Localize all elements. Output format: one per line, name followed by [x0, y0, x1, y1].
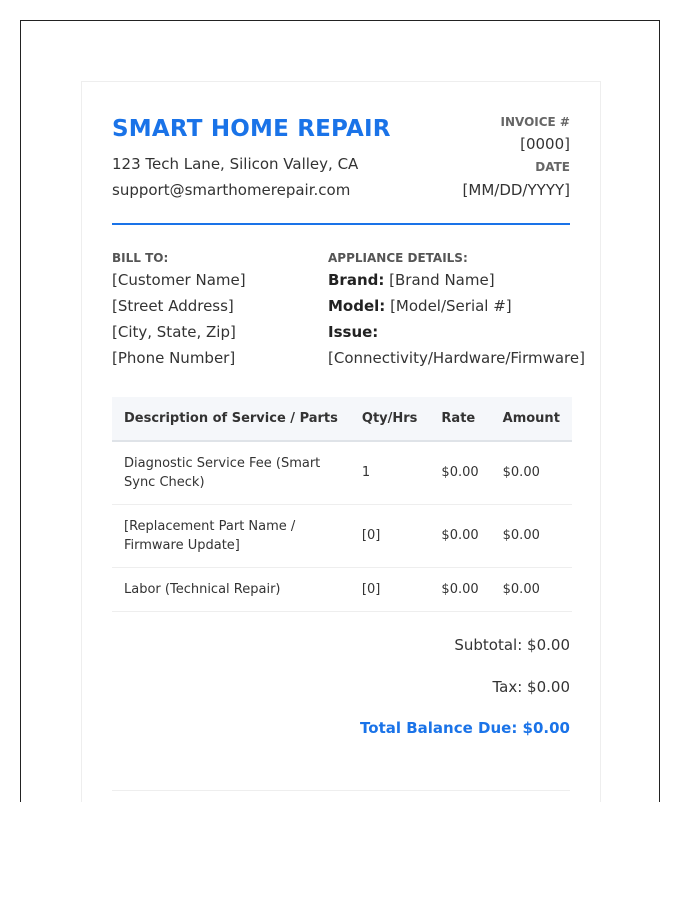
document-frame [20, 20, 660, 802]
footer-divider [112, 790, 570, 791]
invoice-number-label: INVOICE # [500, 115, 570, 129]
customer-name: [Customer Name] [112, 271, 246, 289]
issue-line [328, 319, 585, 345]
row-rate: $0.00 [429, 441, 490, 504]
company-email: support@smarthomerepair.com [112, 181, 351, 199]
row-amount: $0.00 [491, 567, 572, 611]
model-label: Model: [328, 297, 386, 315]
model-line [328, 293, 585, 319]
model-value: [Model/Serial #] [390, 297, 512, 315]
table-row [112, 504, 572, 567]
bill-to-heading: BILL TO: [112, 251, 169, 265]
appliance-details-block [328, 249, 585, 371]
line-items-table [112, 397, 572, 612]
company-name: SMART HOME REPAIR [112, 116, 391, 142]
invoice-date-value: [MM/DD/YYYY] [462, 181, 570, 199]
invoice-date-label: DATE [535, 160, 570, 174]
brand-value: [Brand Name] [389, 271, 495, 289]
row-qty: 1 [350, 441, 430, 504]
issue-label: Issue: [328, 323, 379, 341]
phone-number: [Phone Number] [112, 349, 236, 367]
city-state-zip: [City, State, Zip] [112, 323, 236, 341]
appliance-heading: APPLIANCE DETAILS: [328, 251, 468, 265]
row-qty: [0] [350, 567, 430, 611]
street-address: [Street Address] [112, 297, 234, 315]
brand-label: Brand: [328, 271, 385, 289]
row-amount: $0.00 [491, 504, 572, 567]
subtotal: Subtotal: $0.00 [454, 635, 570, 654]
row-qty: [0] [350, 504, 430, 567]
header-description: Description of Service / Parts [124, 411, 338, 426]
company-address: 123 Tech Lane, Silicon Valley, CA [112, 155, 359, 173]
header-amount: Amount [502, 411, 560, 426]
tax: Tax: $0.00 [492, 677, 570, 696]
invoice-header [112, 82, 570, 225]
table-row [112, 441, 572, 504]
row-rate: $0.00 [429, 567, 490, 611]
row-rate: $0.00 [429, 504, 490, 567]
brand-line [328, 267, 585, 293]
table-header-row [112, 397, 572, 441]
info-section [112, 225, 585, 397]
invoice-card [81, 81, 601, 802]
table-row [112, 567, 572, 611]
totals-section [112, 612, 570, 792]
bill-to-block [112, 249, 246, 371]
row-description: Diagnostic Service Fee (Smart Sync Check) [112, 441, 350, 504]
row-amount: $0.00 [491, 441, 572, 504]
total-balance-due: Total Balance Due: $0.00 [360, 718, 570, 737]
issue-value: [Connectivity/Hardware/Firmware] [328, 349, 585, 367]
header-qty: Qty/Hrs [361, 411, 418, 426]
header-rate: Rate [441, 411, 476, 426]
invoice-number-value: [0000] [520, 135, 570, 153]
row-description: Labor (Technical Repair) [112, 567, 350, 611]
row-description: [Replacement Part Name / Firmware Update] [112, 504, 350, 567]
